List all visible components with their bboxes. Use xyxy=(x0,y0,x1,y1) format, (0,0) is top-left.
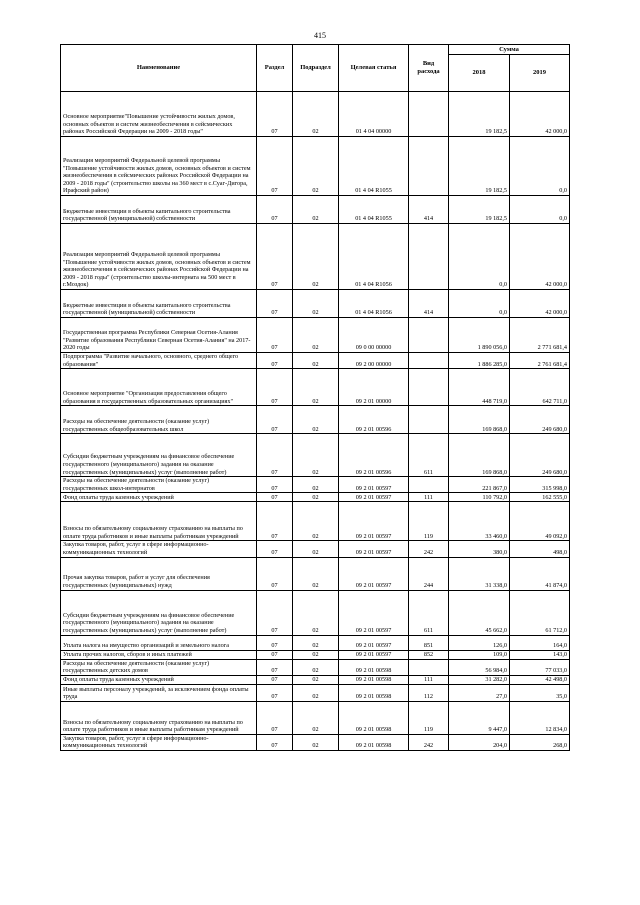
row-target: 09 0 00 00000 xyxy=(339,318,409,353)
table-row xyxy=(61,434,570,477)
row-razdel: 07 xyxy=(257,675,293,684)
row-sum-2019: 143,0 xyxy=(510,650,570,659)
row-name: Бюджетные инвестиции в объекты капитального строительства государственной (муниципальной) собственности xyxy=(61,196,257,224)
table-row xyxy=(61,224,570,290)
row-name: Основное мероприятие "Организация предоставления общего образования в государственных образовательных организациях" xyxy=(61,369,257,406)
table-row xyxy=(61,635,570,650)
row-sum-2018: 0,0 xyxy=(449,224,510,290)
table-row xyxy=(61,734,570,750)
row-sum-2018: 27,0 xyxy=(449,684,510,701)
row-razdel: 07 xyxy=(257,541,293,557)
row-sum-2019: 249 680,0 xyxy=(510,406,570,434)
row-name: Закупка товаров, работ, услуг в сфере информационно-коммуникационных технологий xyxy=(61,541,257,557)
row-vid xyxy=(409,224,449,290)
table-row xyxy=(61,137,570,196)
row-target: 09 2 01 00597 xyxy=(339,557,409,590)
row-target: 09 2 01 00597 xyxy=(339,635,409,650)
row-name: Подпрограмма "Развитие начального, основного, среднего общего образования" xyxy=(61,353,257,369)
row-name: Расходы на обеспечение деятельности (оказание услуг) государственных школ-интернатов xyxy=(61,477,257,493)
table-row xyxy=(61,590,570,635)
row-vid: 244 xyxy=(409,557,449,590)
row-vid: 119 xyxy=(409,701,449,734)
row-name: Основное мероприятие"Повышение устойчивости жилых домов, основных объектов и систем жизнеобеспечения в сейсмических районах Российской Федерации на 2009 - 2018 годы" xyxy=(61,92,257,137)
row-vid: 852 xyxy=(409,650,449,659)
row-podrazdel: 02 xyxy=(293,541,339,557)
row-sum-2019: 42 000,0 xyxy=(510,290,570,318)
row-name: Уплата налога на имущество организаций и земельного налога xyxy=(61,635,257,650)
row-sum-2018: 380,0 xyxy=(449,541,510,557)
row-target: 09 2 01 00598 xyxy=(339,701,409,734)
row-razdel: 07 xyxy=(257,196,293,224)
row-sum-2018: 110 792,0 xyxy=(449,493,510,502)
table-row xyxy=(61,477,570,493)
row-sum-2019: 61 712,0 xyxy=(510,590,570,635)
row-target: 09 2 01 00598 xyxy=(339,684,409,701)
row-sum-2018: 33 460,0 xyxy=(449,502,510,541)
table-row xyxy=(61,290,570,318)
row-sum-2018: 56 984,0 xyxy=(449,659,510,675)
row-razdel: 07 xyxy=(257,434,293,477)
row-target: 09 2 00 00000 xyxy=(339,353,409,369)
header-vid: Вид расхода xyxy=(409,45,449,92)
header-year-1: 2018 xyxy=(449,55,510,92)
row-sum-2019: 0,0 xyxy=(510,137,570,196)
row-target: 09 2 01 00598 xyxy=(339,734,409,750)
table-row xyxy=(61,701,570,734)
row-sum-2019: 2 761 681,4 xyxy=(510,353,570,369)
row-vid xyxy=(409,369,449,406)
row-vid: 851 xyxy=(409,635,449,650)
row-target: 01 4 04 R1055 xyxy=(339,196,409,224)
row-name: Прочая закупка товаров, работ и услуг для обеспечения государственных (муниципальных) нужд xyxy=(61,557,257,590)
row-razdel: 07 xyxy=(257,590,293,635)
row-name: Субсидии бюджетным учреждениям на финансовое обеспечение государственного (муниципального) задания на оказание государственных (муниципальных) услуг (выполнение работ) xyxy=(61,434,257,477)
row-name: Взносы по обязательному социальному страхованию на выплаты по оплате труда работников и иные выплаты работникам учреждений xyxy=(61,502,257,541)
row-podrazdel: 02 xyxy=(293,650,339,659)
row-razdel: 07 xyxy=(257,701,293,734)
row-vid xyxy=(409,353,449,369)
row-sum-2019: 77 033,0 xyxy=(510,659,570,675)
row-name: Взносы по обязательному социальному страхованию на выплаты по оплате труда работников и иные выплаты работникам учреждений xyxy=(61,701,257,734)
row-sum-2018: 19 182,5 xyxy=(449,137,510,196)
header-target: Целевая статья xyxy=(339,45,409,92)
row-sum-2018: 1 886 285,0 xyxy=(449,353,510,369)
row-podrazdel: 02 xyxy=(293,675,339,684)
row-target: 01 4 04 00000 xyxy=(339,92,409,137)
row-podrazdel: 02 xyxy=(293,557,339,590)
header-podrazdel: Подраздел xyxy=(293,45,339,92)
row-sum-2018: 204,0 xyxy=(449,734,510,750)
table-row xyxy=(61,659,570,675)
row-sum-2018: 221 867,0 xyxy=(449,477,510,493)
row-target: 09 2 01 00598 xyxy=(339,659,409,675)
row-podrazdel: 02 xyxy=(293,477,339,493)
header-sum: Сумма xyxy=(449,45,570,55)
row-name: Расходы на обеспечение деятельности (оказание услуг) государственных общеобразовательных школ xyxy=(61,406,257,434)
row-razdel: 07 xyxy=(257,734,293,750)
table-row xyxy=(61,650,570,659)
row-sum-2018: 126,0 xyxy=(449,635,510,650)
row-sum-2019: 315 998,0 xyxy=(510,477,570,493)
row-podrazdel: 02 xyxy=(293,734,339,750)
row-sum-2019: 162 555,0 xyxy=(510,493,570,502)
table-row xyxy=(61,353,570,369)
row-target: 09 2 01 00597 xyxy=(339,590,409,635)
row-razdel: 07 xyxy=(257,635,293,650)
row-name: Бюджетные инвестиции в объекты капитального строительства государственной (муниципальной) собственности xyxy=(61,290,257,318)
row-razdel: 07 xyxy=(257,650,293,659)
row-razdel: 07 xyxy=(257,684,293,701)
table-row xyxy=(61,493,570,502)
row-name: Расходы на обеспечение деятельности (оказание услуг) государственных детских домов xyxy=(61,659,257,675)
row-target: 09 2 01 00597 xyxy=(339,493,409,502)
row-sum-2018: 19 182,5 xyxy=(449,196,510,224)
row-sum-2018: 1 890 056,0 xyxy=(449,318,510,353)
row-sum-2018: 31 338,0 xyxy=(449,557,510,590)
row-name: Закупка товаров, работ, услуг в сфере информационно-коммуникационных технологий xyxy=(61,734,257,750)
row-vid xyxy=(409,406,449,434)
row-vid: 414 xyxy=(409,196,449,224)
row-vid: 112 xyxy=(409,684,449,701)
row-vid: 111 xyxy=(409,675,449,684)
row-sum-2018: 19 182,5 xyxy=(449,92,510,137)
row-podrazdel: 02 xyxy=(293,434,339,477)
row-sum-2019: 42 498,0 xyxy=(510,675,570,684)
table-row xyxy=(61,541,570,557)
row-vid: 111 xyxy=(409,493,449,502)
row-sum-2018: 169 868,0 xyxy=(449,406,510,434)
row-target: 01 4 04 R1056 xyxy=(339,290,409,318)
row-target: 09 2 01 00598 xyxy=(339,675,409,684)
row-vid: 611 xyxy=(409,434,449,477)
row-vid xyxy=(409,477,449,493)
row-sum-2019: 41 874,0 xyxy=(510,557,570,590)
table-row xyxy=(61,502,570,541)
row-podrazdel: 02 xyxy=(293,290,339,318)
row-target: 09 2 01 00596 xyxy=(339,434,409,477)
row-podrazdel: 02 xyxy=(293,92,339,137)
table-row xyxy=(61,557,570,590)
row-sum-2019: 268,0 xyxy=(510,734,570,750)
page-number: 415 xyxy=(314,31,326,40)
table-row xyxy=(61,684,570,701)
row-sum-2018: 0,0 xyxy=(449,290,510,318)
table-row xyxy=(61,406,570,434)
row-vid: 242 xyxy=(409,541,449,557)
row-podrazdel: 02 xyxy=(293,493,339,502)
row-podrazdel: 02 xyxy=(293,659,339,675)
row-podrazdel: 02 xyxy=(293,502,339,541)
row-name: Фонд оплаты труда казенных учреждений xyxy=(61,493,257,502)
row-razdel: 07 xyxy=(257,290,293,318)
row-podrazdel: 02 xyxy=(293,635,339,650)
row-sum-2019: 42 000,0 xyxy=(510,92,570,137)
row-vid: 242 xyxy=(409,734,449,750)
row-name: Иные выплаты персоналу учреждений, за исключением фонда оплаты труда xyxy=(61,684,257,701)
row-podrazdel: 02 xyxy=(293,406,339,434)
row-podrazdel: 02 xyxy=(293,318,339,353)
row-sum-2019: 642 711,0 xyxy=(510,369,570,406)
row-razdel: 07 xyxy=(257,318,293,353)
header-razdel: Раздел xyxy=(257,45,293,92)
row-sum-2019: 249 680,0 xyxy=(510,434,570,477)
row-sum-2018: 31 282,0 xyxy=(449,675,510,684)
row-target: 09 2 01 00597 xyxy=(339,650,409,659)
row-sum-2019: 2 771 681,4 xyxy=(510,318,570,353)
row-sum-2018: 169 868,0 xyxy=(449,434,510,477)
row-sum-2018: 448 719,0 xyxy=(449,369,510,406)
row-target: 01 4 04 R1055 xyxy=(339,137,409,196)
row-podrazdel: 02 xyxy=(293,590,339,635)
row-razdel: 07 xyxy=(257,659,293,675)
row-podrazdel: 02 xyxy=(293,701,339,734)
row-name: Субсидии бюджетным учреждениям на финансовое обеспечение государственного (муниципального) задания на оказание государственных (муниципальных) услуг (выполнение работ) xyxy=(61,590,257,635)
row-razdel: 07 xyxy=(257,477,293,493)
table-body xyxy=(61,92,570,751)
row-podrazdel: 02 xyxy=(293,353,339,369)
row-razdel: 07 xyxy=(257,502,293,541)
table-row xyxy=(61,92,570,137)
table-row xyxy=(61,369,570,406)
row-razdel: 07 xyxy=(257,406,293,434)
row-target: 09 2 01 00597 xyxy=(339,541,409,557)
table-row xyxy=(61,318,570,353)
row-podrazdel: 02 xyxy=(293,224,339,290)
row-target: 09 2 01 00000 xyxy=(339,369,409,406)
row-vid: 611 xyxy=(409,590,449,635)
row-podrazdel: 02 xyxy=(293,684,339,701)
table-header xyxy=(61,45,570,92)
row-vid xyxy=(409,92,449,137)
row-name: Государственная программа Республики Северная Осетия-Алания "Развитие образования Республики Северная Осетия-Алания" на 2017-2020 годы xyxy=(61,318,257,353)
header-year-2: 2019 xyxy=(510,55,570,92)
table-row xyxy=(61,196,570,224)
row-vid xyxy=(409,659,449,675)
row-vid xyxy=(409,318,449,353)
row-razdel: 07 xyxy=(257,92,293,137)
row-vid: 414 xyxy=(409,290,449,318)
table-row xyxy=(61,675,570,684)
row-target: 01 4 04 R1056 xyxy=(339,224,409,290)
row-name: Реализация мероприятий Федеральной целевой программы "Повышение устойчивости жилых домов, основных объектов и систем жизнеобеспечения в сейсмических районах Российской Федерации на 2009 - 2018 годы" (строительство школы на 360 мест в с.Суаг-Дигора, Ирафский район) xyxy=(61,137,257,196)
row-podrazdel: 02 xyxy=(293,369,339,406)
row-sum-2019: 12 834,0 xyxy=(510,701,570,734)
row-sum-2019: 0,0 xyxy=(510,196,570,224)
row-sum-2019: 35,0 xyxy=(510,684,570,701)
header-name: Наименование xyxy=(61,45,257,92)
row-sum-2019: 498,0 xyxy=(510,541,570,557)
row-target: 09 2 01 00596 xyxy=(339,406,409,434)
row-podrazdel: 02 xyxy=(293,196,339,224)
row-target: 09 2 01 00597 xyxy=(339,502,409,541)
row-sum-2019: 49 092,0 xyxy=(510,502,570,541)
row-razdel: 07 xyxy=(257,493,293,502)
budget-table xyxy=(60,44,570,751)
row-sum-2018: 9 447,0 xyxy=(449,701,510,734)
row-sum-2019: 42 000,0 xyxy=(510,224,570,290)
row-razdel: 07 xyxy=(257,137,293,196)
row-razdel: 07 xyxy=(257,369,293,406)
row-sum-2019: 164,0 xyxy=(510,635,570,650)
row-podrazdel: 02 xyxy=(293,137,339,196)
row-name: Уплата прочих налогов, сборов и иных платежей xyxy=(61,650,257,659)
row-sum-2018: 45 662,0 xyxy=(449,590,510,635)
row-sum-2018: 109,0 xyxy=(449,650,510,659)
row-razdel: 07 xyxy=(257,224,293,290)
row-vid xyxy=(409,137,449,196)
row-target: 09 2 01 00597 xyxy=(339,477,409,493)
row-name: Фонд оплаты труда казенных учреждений xyxy=(61,675,257,684)
row-razdel: 07 xyxy=(257,353,293,369)
row-vid: 119 xyxy=(409,502,449,541)
row-razdel: 07 xyxy=(257,557,293,590)
row-name: Реализация мероприятий Федеральной целевой программы "Повышение устойчивости жилых домов, основных объектов и систем жизнеобеспечения в сейсмических районах Российской Федерации на 2009 - 2018 годы" (строительство школы-интерната на 500 мест в г.Моздок) xyxy=(61,224,257,290)
